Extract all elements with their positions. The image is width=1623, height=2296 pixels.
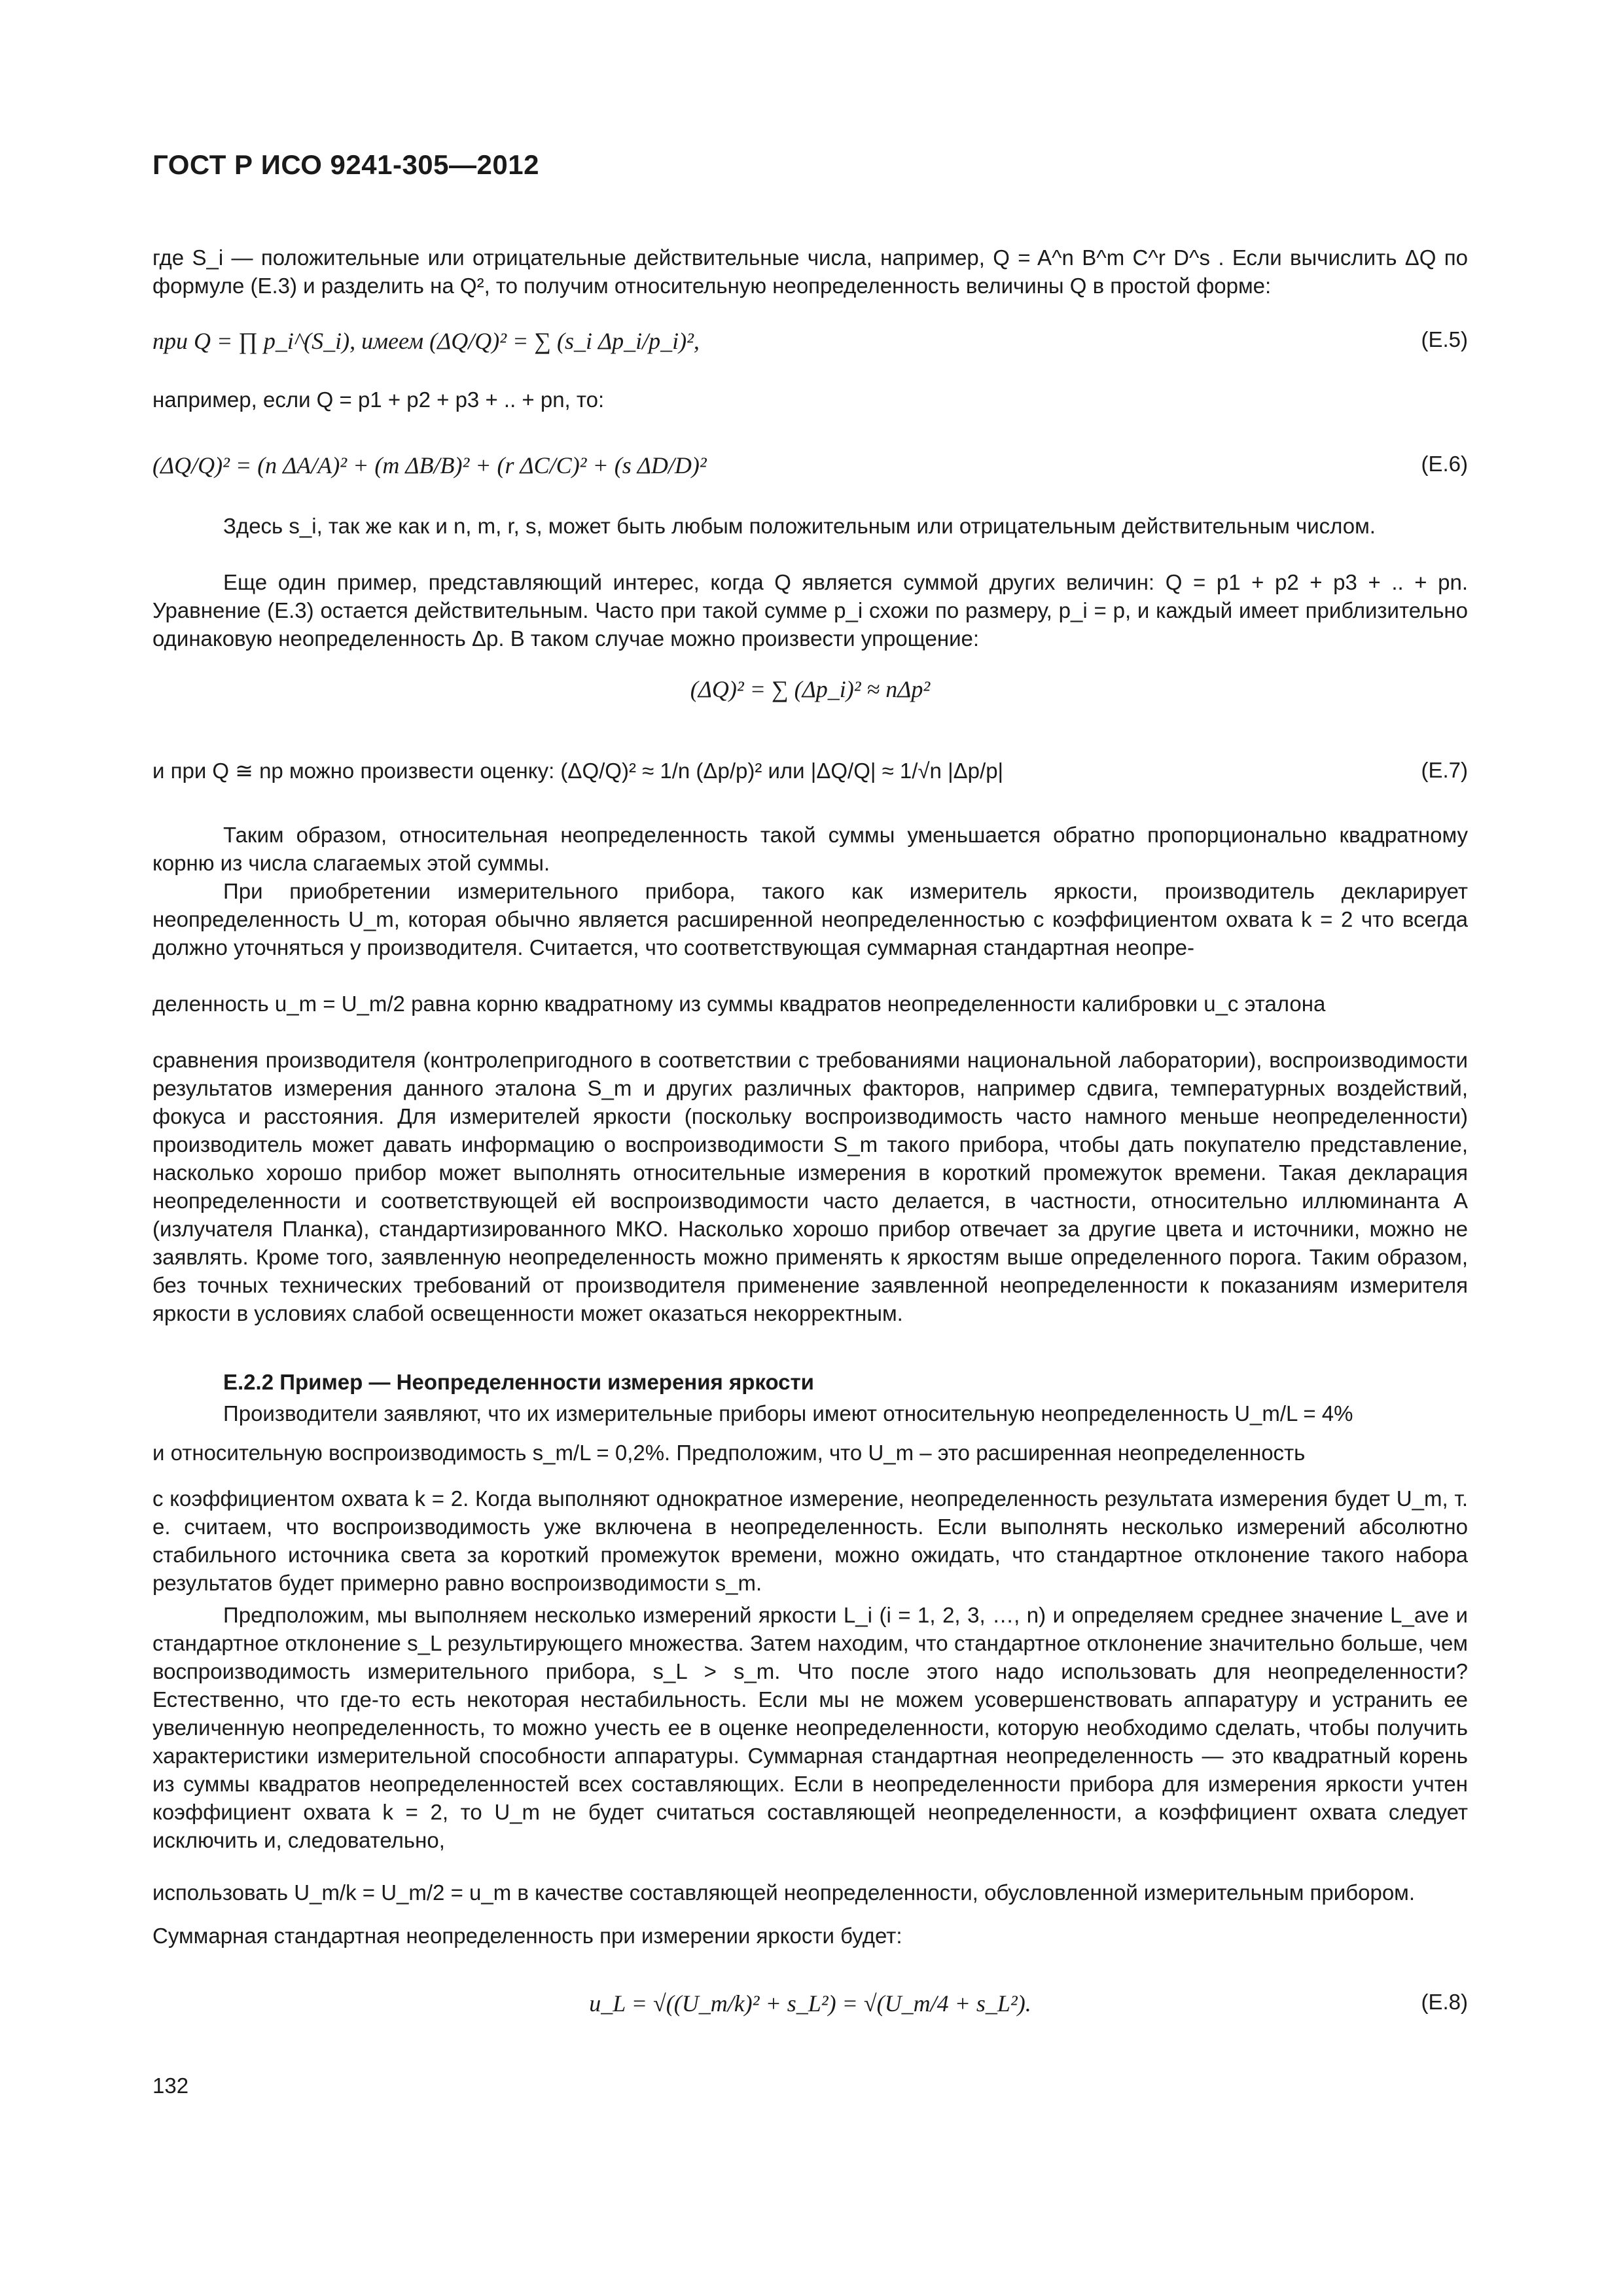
paragraph-2-text: Здесь s_i, так же как и n, m, r, s, может быть любым положительным или отрицательным действительным числом. — [223, 514, 1376, 538]
paragraph-8 — [152, 1484, 1468, 1597]
paragraph-6 — [152, 1046, 1468, 1327]
paragraph-4-text: Таким образом, относительная неопределенность такой суммы уменьшается обратно пропорционально квадратному корню из числа слагаемых этой суммы. — [152, 823, 1468, 875]
paragraph-2 — [152, 512, 1468, 540]
section-heading-text: Е.2.2 Пример — Неопределенности измерения яркости — [223, 1370, 814, 1394]
equation-e7-body: и при Q ≅ np можно произвести оценку: (ΔQ/Q)² ≈ 1/n (Δp/p)² или |ΔQ/Q| ≈ 1/√n |Δp/p| — [152, 759, 1004, 783]
paragraph-5-text: При приобретении измерительного прибора, такого как измеритель яркости, производитель декларирует неопределенность U_m, которая обычно является расширенной неопределенностью с коэффициентом охвата k = 2 что всегда должно уточняться у производителя. Считается, что соответствующая суммарная стандартная неопре- — [152, 879, 1468, 960]
equation-e5-note — [152, 387, 1468, 427]
paragraph-8-text: с коэффициентом охвата k = 2. Когда выполняют однократное измерение, неопределенность результата измерения будет U_m, т. е. считаем, что воспроизводимость уже включена в неопределенность. Если выполнять несколько измерений абсолютно стабильного источника света за короткий промежуток времени, можно ожидать, что стандартное отклонение такого набора результатов будет примерно равно воспроизводимости s_m. — [152, 1486, 1468, 1595]
paragraph-10 — [152, 1922, 1468, 1950]
equation-sum — [152, 675, 1468, 715]
equation-e8-body: u_L = √((U_m/k)² + s_L²) = √(U_m/4 + s_L²). — [589, 1990, 1031, 2017]
equation-e6-body: (ΔQ/Q)² = (n ΔA/A)² + (m ΔB/B)² + (r ΔC/C)² + (s ΔD/D)² — [152, 452, 707, 478]
equation-e6 — [152, 452, 1468, 491]
page-header: ГОСТ Р ИСО 9241-305—2012 — [152, 149, 539, 180]
equation-e8-number: (Е.8) — [1421, 1990, 1468, 2014]
paragraph-3-text: Еще один пример, представляющий интерес, когда Q является суммой других величин: Q = p1 + p2 + p3 + .. + pn. Уравнение (Е.3) остается действительным. Часто при такой сумме p_i схожи по размеру, p_i = p, и каждый имеет приблизительно одинаковую неопределенность Δp. В таком случае можно произвести упрощение: — [152, 570, 1468, 651]
paragraph-7-continued-text: и относительную воспроизводимость s_m/L = 0,2%. Предположим, что U_m – это расширенная неопределенность — [152, 1441, 1306, 1465]
equation-e7 — [152, 758, 1468, 797]
paragraph-7 — [152, 1399, 1468, 1427]
equation-sum-body: (ΔQ)² = ∑ (Δp_i)² ≈ nΔp² — [690, 676, 931, 702]
equation-e7-number: (Е.7) — [1421, 758, 1468, 782]
page-number: 132 — [152, 2073, 189, 2098]
paragraph-4 — [152, 821, 1468, 877]
section-heading — [152, 1368, 1468, 1396]
paragraph-9-text: Предположим, мы выполняем несколько измерений яркости L_i (i = 1, 2, 3, …, n) и определяем среднее значение L_ave и стандартное отклонение s_L результирующего множества. Затем находим, что стандартное отклонение значительно больше, чем воспроизводимость измерительного прибора, s_L > s_m. Что после этого надо использовать для неопределенности? Естественно, что где-то есть некоторая нестабильность. Если мы не можем усовершенствовать аппаратуру и устранить ее увеличенную неопределенность, то можно учесть ее в оценке неопределенности, которую необходимо сделать, чтобы получить характеристики измерительной способности аппаратуры. Суммарная стандартная неопределенность — это квадратный корень из суммы квадратов неопределенностей всех составляющих. Если в неопределенности прибора для измерения яркости учтен коэффициент охвата k = 2, то U_m не будет считаться составляющей неопределенности, а коэффициент охвата следует исключить и, следовательно, — [152, 1603, 1468, 1852]
equation-e5-body: при Q = ∏ p_i^(S_i), имеем (ΔQ/Q)² = ∑ (s_i Δp_i/p_i)², — [152, 328, 700, 354]
equation-e5-number: (Е.5) — [1421, 327, 1468, 351]
equation-e8 — [152, 1990, 1468, 2029]
paragraph-3 — [152, 568, 1468, 653]
paragraph-7-continued — [152, 1439, 1468, 1467]
paragraph-9 — [152, 1601, 1468, 1854]
paragraph-5 — [152, 877, 1468, 961]
paragraph-10-text: Суммарная стандартная неопределенность при измерении яркости будет: — [152, 1924, 902, 1948]
paragraph-6-text: сравнения производителя (контролепригодного в соответствии с требованиями национальной лаборатории), воспроизводимости результатов измерения данного эталона S_m и других различных факторов, например сдвига, температурных воздействий, фокуса и расстояния. Для измерителей яркости (поскольку воспроизводимость часто намного меньше неопределенности) производитель может давать информацию о воспроизводимости S_m такого прибора, чтобы дать покупателю представление, насколько хорошо прибор может выполнять относительные измерения в короткий промежуток времени. Такая декларация неопределенности и соответствующей ей воспроизводимости часто делается, в частности, относительно иллюминанта А (излучателя Планка), стандартизированного МКО. Насколько хорошо прибор отвечает за другие цвета и источники, можно не заявлять. Кроме того, заявленную неопределенность можно применять к яркостям выше определенного порога. Таким образом, без точных технических требований от производителя применение заявленной неопределенности к показаниям измерителя яркости в условиях слабой освещенности может оказаться некорректным. — [152, 1048, 1468, 1325]
equation-e6-number: (Е.6) — [1421, 452, 1468, 476]
paragraph-9-continued — [152, 1878, 1468, 1907]
equation-e5-note-text: например, если Q = p1 + p2 + p3 + .. + pn, то: — [152, 387, 605, 412]
paragraph-1-text: где S_i — положительные или отрицательные действительные числа, например, Q = A^n B^m C^r D^s . Если вычислить ΔQ по формуле (Е.3) и разделить на Q², то получим относительную неопределенность величины Q в простой форме: — [152, 245, 1468, 298]
paragraph-5-continued-text: деленность u_m = U_m/2 равна корню квадратному из суммы квадратов неопределенности калибровки u_c эталона — [152, 992, 1326, 1016]
paragraph-7-text: Производители заявляют, что их измерительные приборы имеют относительную неопределенность U_m/L = 4% — [223, 1401, 1353, 1426]
paragraph-1 — [152, 243, 1468, 300]
paragraph-9-continued-text: использовать U_m/k = U_m/2 = u_m в качестве составляющей неопределенности, обусловленной измерительным прибором. — [152, 1880, 1416, 1905]
equation-e5 — [152, 327, 1468, 367]
paragraph-5-continued — [152, 990, 1468, 1018]
